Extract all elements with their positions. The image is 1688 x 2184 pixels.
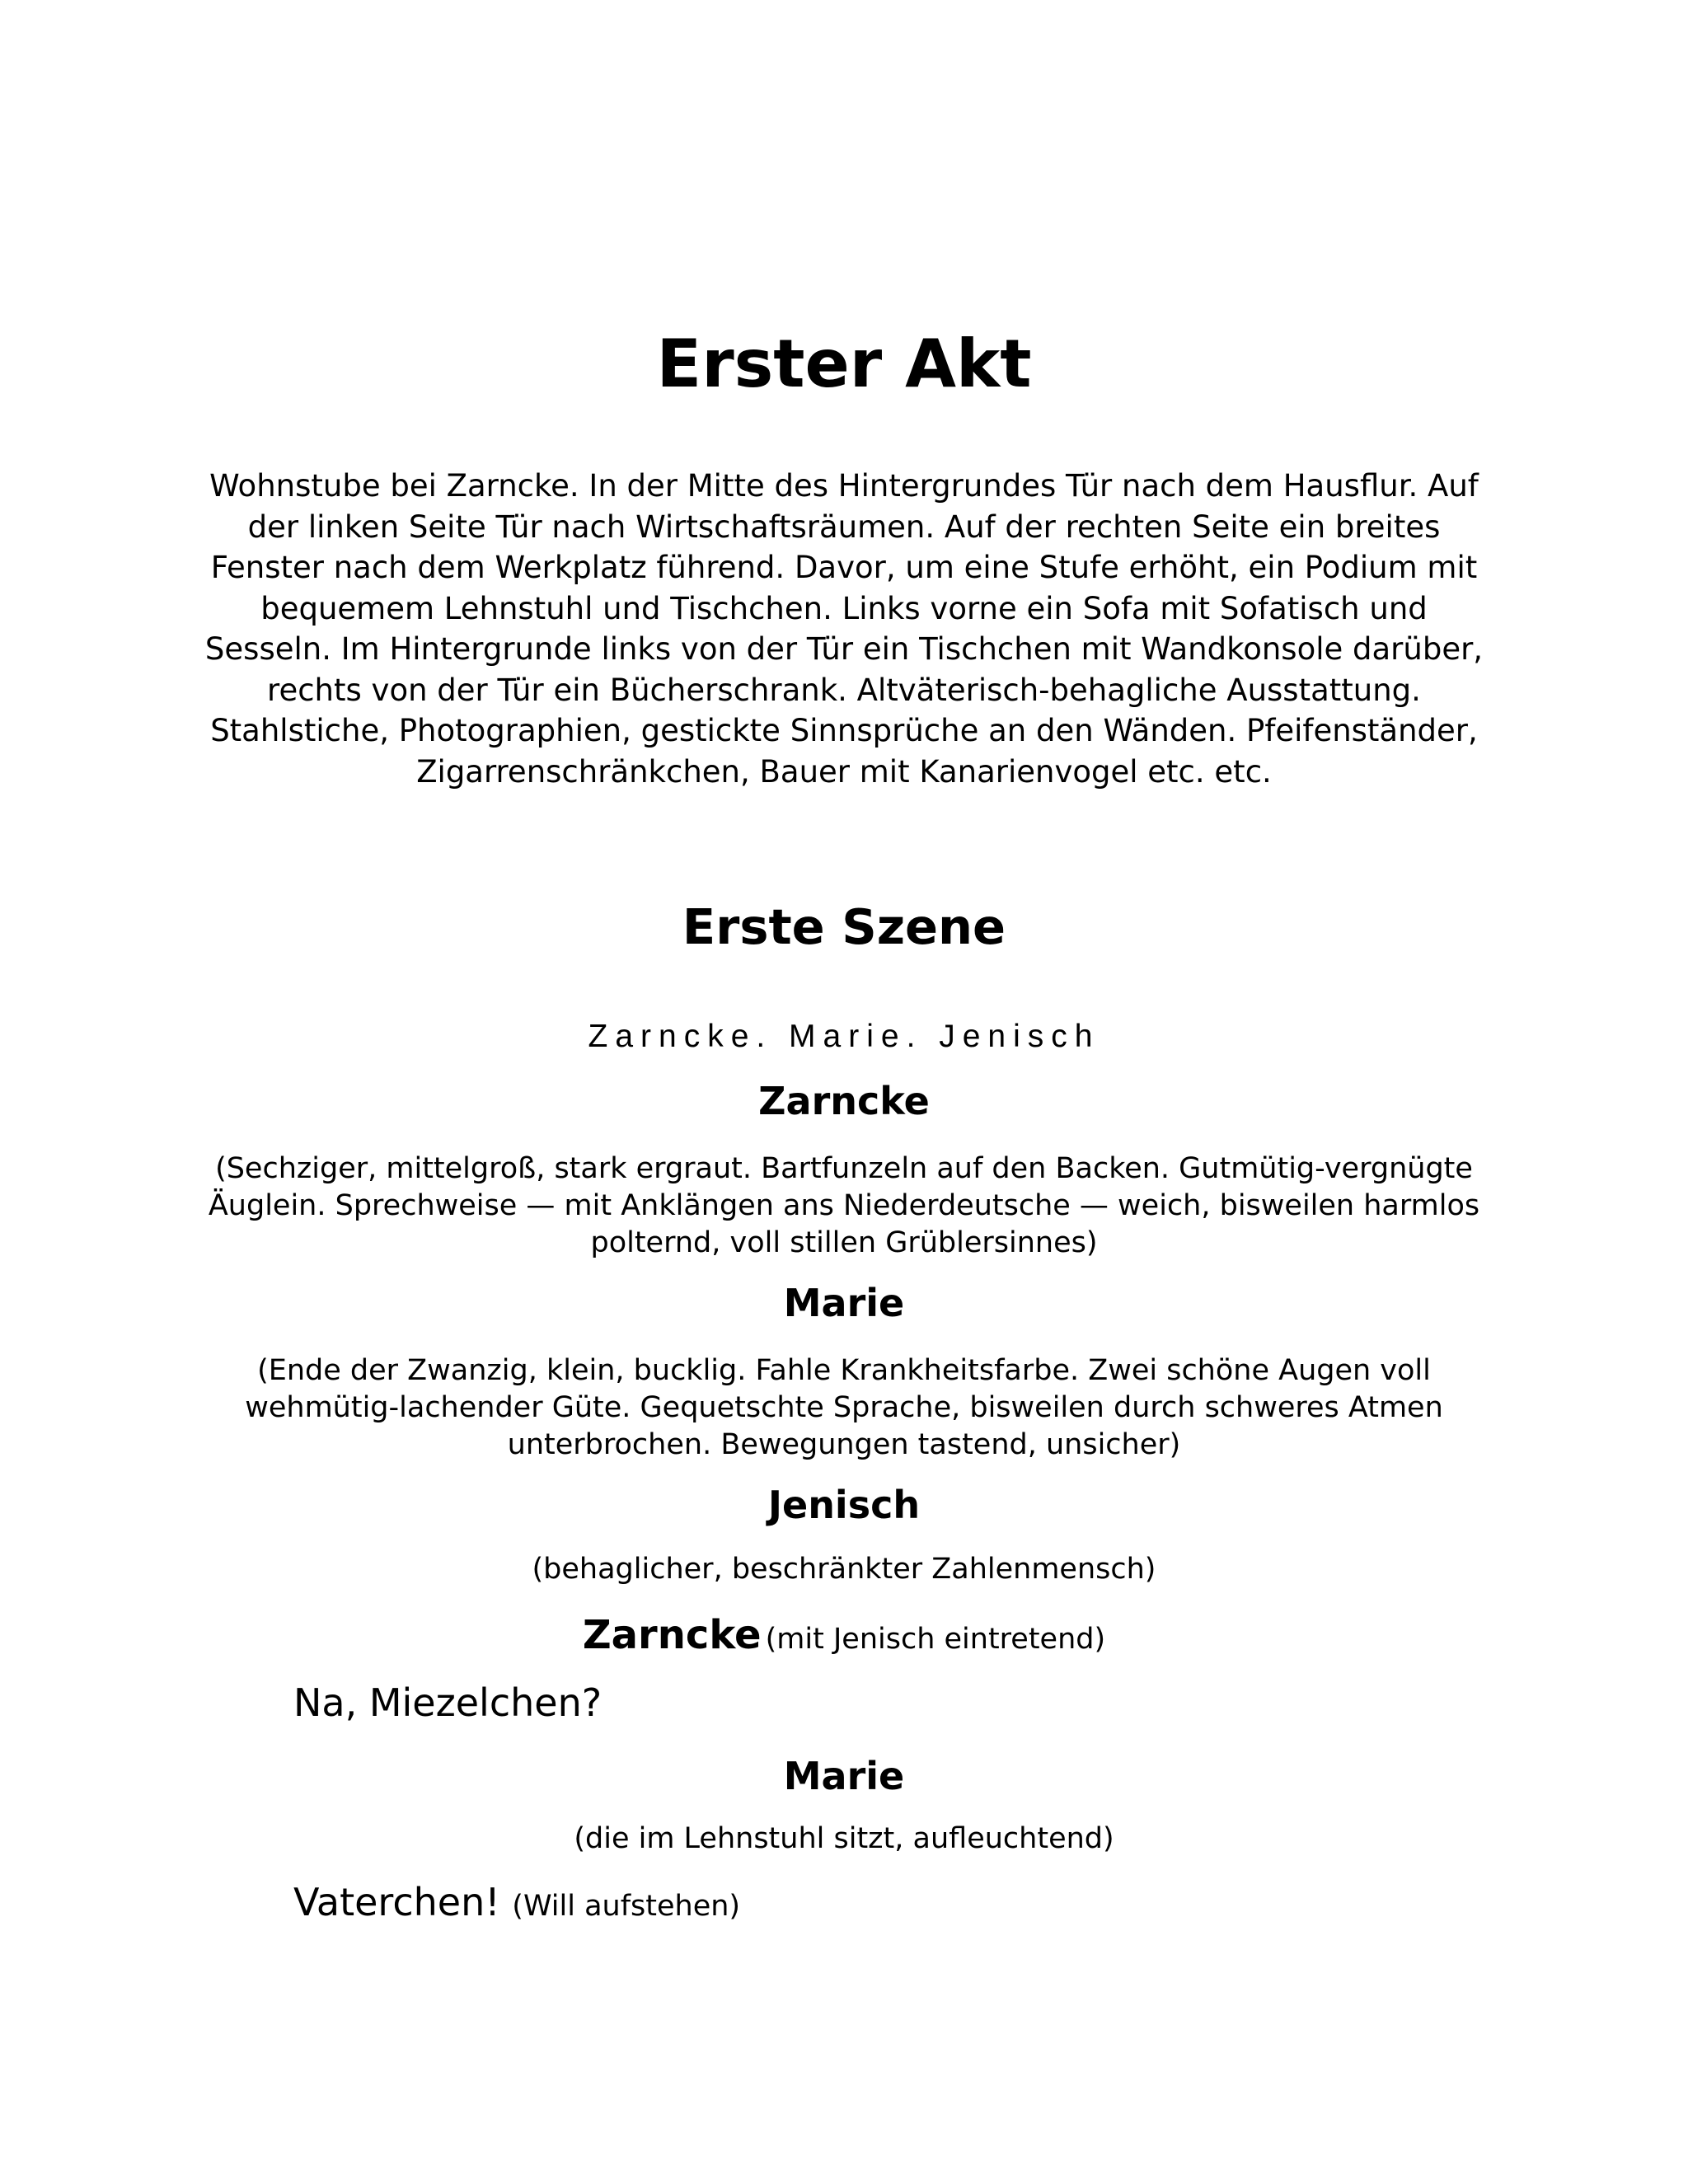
dialogue-text: Na, Miezelchen? [293, 1680, 603, 1725]
act-title: Erster Akt [656, 326, 1032, 402]
speaker-name: Zarncke [582, 1612, 762, 1658]
dialogue-line-marie [293, 1877, 740, 1931]
character-name-jenisch: Jenisch [767, 1483, 921, 1527]
stage-direction: (mit Jenisch eintretend) [765, 1623, 1106, 1656]
speaker-line-zarncke [0, 1610, 1688, 1669]
character-description-marie: (Ende der Zwanzig, klein, bucklig. Fahle Krankheitsfarbe. Zwei schöne Augen voll wehmütig-lachender Güte. Gequetschte Sprache, bisweilen durch schweres Atmen unterbrochen. Bewegungen tastend, unsicher) [245, 1354, 1443, 1461]
cast-list: Zarncke. Marie. Jenisch [588, 1019, 1100, 1054]
dialogue-text: Vaterchen! [293, 1880, 500, 1924]
character-description-zarncke: (Sechziger, mittelgroß, stark ergraut. Bartfunzeln auf den Backen. Gutmütig-vergnügte Äuglein. Sprechweise — mit Anklängen ans Niederdeutsche — weich, bisweilen harmlos polternd, voll stillen Grüblersinnes) [208, 1152, 1480, 1259]
stage-direction-inline: (Will aufstehen) [512, 1890, 741, 1923]
dialogue-line-zarncke [293, 1678, 602, 1727]
speaker-name-marie: Marie [783, 1754, 905, 1798]
stage-direction-marie: (die im Lehnstuhl sitzt, aufleuchtend) [574, 1822, 1114, 1855]
character-name-zarncke: Zarncke [758, 1079, 930, 1123]
scene-title: Erste Szene [682, 898, 1006, 955]
character-name-marie: Marie [783, 1281, 905, 1325]
character-description-jenisch: (behaglicher, beschränkter Zahlenmensch) [532, 1553, 1156, 1586]
stage-setting: Wohnstube bei Zarncke. In der Mitte des Hintergrundes Tür nach dem Hausflur. Auf der linken Seite Tür nach Wirtschaftsräumen. Auf der rechten Seite ein breites Fenster nach dem Werkplatz führend. Davor, um eine Stufe erhöht, ein Podium mit bequemem Lehnstuhl und Tischchen. Links vorne ein Sofa mit Sofatisch und Sesseln. Im Hintergrunde links von der Tür ein Tischchen mit Wandkonsole darüber, rechts von der Tür ein Bücherschrank. Altväterisch-behagliche Ausstattung. Stahlstiche, Photographien, gestickte Sinnsprüche an den Wänden. Pfeifenständer, Zigarrenschränkchen, Bauer mit Kanarienvogel etc. etc. [204, 468, 1484, 790]
